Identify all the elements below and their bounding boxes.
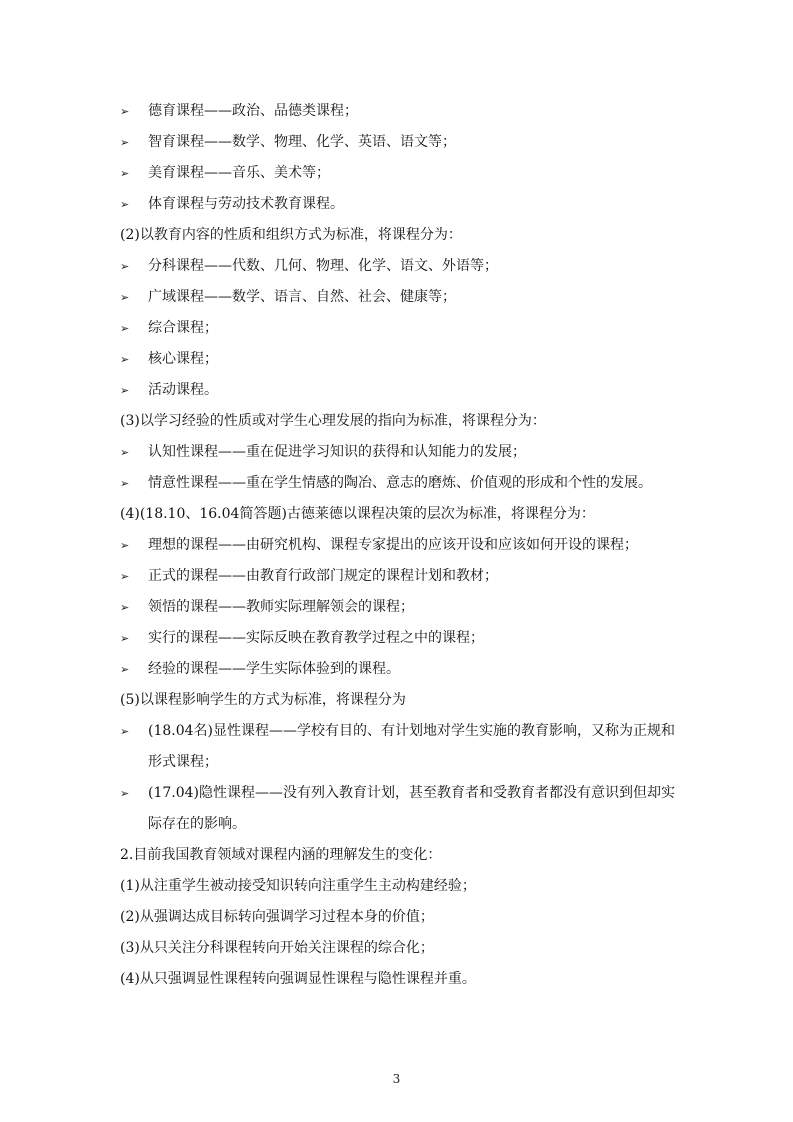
line-text: 核心课程； (148, 351, 218, 367)
paragraph-line (120, 406, 680, 437)
paragraph-line (120, 871, 680, 902)
line-text: (5)以课程影响学生的方式为标准，将课程分为 (120, 692, 406, 708)
line-text: 正式的课程——由教育行政部门规定的课程计划和教材； (148, 568, 498, 584)
arrow-bullet-icon: ➢ (120, 539, 130, 552)
arrow-bullet-icon: ➢ (120, 322, 130, 335)
line-text: (3)以学习经验的性质或对学生心理发展的指向为标准，将课程分为： (120, 413, 546, 429)
line-text: (2)以教育内容的性质和组织方式为标准，将课程分为： (120, 227, 462, 243)
bullet-item (120, 375, 680, 406)
line-text: 认知性课程——重在促进学习知识的获得和认知能力的发展； (148, 444, 526, 460)
bullet-item (120, 592, 680, 623)
arrow-bullet-icon: ➢ (120, 446, 130, 459)
bullet-item (120, 623, 680, 654)
arrow-bullet-icon: ➢ (120, 105, 130, 118)
line-text: (18.04名)显性课程——学校有目的、有计划地对学生实施的教育影响，又称为正规和 (148, 723, 676, 739)
line-text: 广域课程——数学、语言、自然、社会、健康等； (148, 289, 456, 305)
bullet-item (120, 189, 680, 220)
arrow-bullet-icon: ➢ (120, 663, 130, 676)
bullet-item (120, 778, 680, 809)
bullet-item (120, 96, 680, 127)
line-text: 美育课程——音乐、美术等； (148, 165, 330, 181)
line-text: 活动课程。 (148, 382, 218, 398)
paragraph-line (120, 685, 680, 716)
line-text: 2.目前我国教育领域对课程内涵的理解发生的变化： (120, 847, 442, 863)
bullet-item (120, 716, 680, 747)
bullet-item (120, 158, 680, 189)
paragraph-line (120, 499, 680, 530)
bullet-item (120, 468, 680, 499)
bullet-item (120, 530, 680, 561)
arrow-bullet-icon: ➢ (120, 167, 130, 180)
line-text: 体育课程与劳动技术教育课程。 (148, 196, 344, 212)
line-text: 形式课程； (148, 754, 218, 770)
paragraph-line (120, 220, 680, 251)
arrow-bullet-icon: ➢ (120, 632, 130, 645)
line-text: 际存在的影响。 (148, 816, 246, 832)
paragraph-line (120, 933, 680, 964)
line-text: 情意性课程——重在学生情感的陶冶、意志的磨炼、价值观的形成和个性的发展。 (148, 475, 652, 491)
arrow-bullet-icon: ➢ (120, 477, 130, 490)
line-text: (3)从只关注分科课程转向开始关注课程的综合化； (120, 940, 434, 956)
line-text: (1)从注重学生被动接受知识转向注重学生主动构建经验； (120, 878, 476, 894)
arrow-bullet-icon: ➢ (120, 570, 130, 583)
arrow-bullet-icon: ➢ (120, 787, 130, 800)
bullet-continuation (120, 809, 680, 840)
line-text: 综合课程； (148, 320, 218, 336)
line-text: (2)从强调达成目标转向强调学习过程本身的价值； (120, 909, 434, 925)
line-text: 分科课程——代数、几何、物理、化学、语文、外语等； (148, 258, 498, 274)
arrow-bullet-icon: ➢ (120, 384, 130, 397)
bullet-item (120, 437, 680, 468)
paragraph-line (120, 840, 680, 871)
bullet-item (120, 561, 680, 592)
paragraph-line (120, 902, 680, 933)
bullet-item (120, 127, 680, 158)
paragraph-line (120, 964, 680, 995)
line-text: (4)从只强调显性课程转向强调显性课程与隐性课程并重。 (120, 971, 476, 987)
line-text: 智育课程——数学、物理、化学、英语、语文等； (148, 134, 456, 150)
line-text: 理想的课程——由研究机构、课程专家提出的应该开设和应该如何开设的课程； (148, 537, 638, 553)
bullet-item (120, 654, 680, 685)
line-text: (17.04)隐性课程——没有列入教育计划，甚至教育者和受教育者都没有意识到但却实 (148, 785, 676, 801)
line-text: 德育课程——政治、品德类课程； (148, 103, 358, 119)
document-body (120, 96, 680, 995)
bullet-item (120, 282, 680, 313)
bullet-continuation (120, 747, 680, 778)
arrow-bullet-icon: ➢ (120, 198, 130, 211)
line-text: 经验的课程——学生实际体验到的课程。 (148, 661, 400, 677)
arrow-bullet-icon: ➢ (120, 260, 130, 273)
line-text: (4)(18.10、16.04简答题)古德莱德以课程决策的层次为标准，将课程分为： (120, 506, 595, 522)
arrow-bullet-icon: ➢ (120, 353, 130, 366)
bullet-item (120, 313, 680, 344)
arrow-bullet-icon: ➢ (120, 725, 130, 738)
bullet-item (120, 251, 680, 282)
bullet-item (120, 344, 680, 375)
arrow-bullet-icon: ➢ (120, 136, 130, 149)
line-text: 领悟的课程——教师实际理解领会的课程； (148, 599, 414, 615)
arrow-bullet-icon: ➢ (120, 601, 130, 614)
arrow-bullet-icon: ➢ (120, 291, 130, 304)
page-number: 3 (392, 1072, 401, 1086)
line-text: 实行的课程——实际反映在教育教学过程之中的课程； (148, 630, 484, 646)
